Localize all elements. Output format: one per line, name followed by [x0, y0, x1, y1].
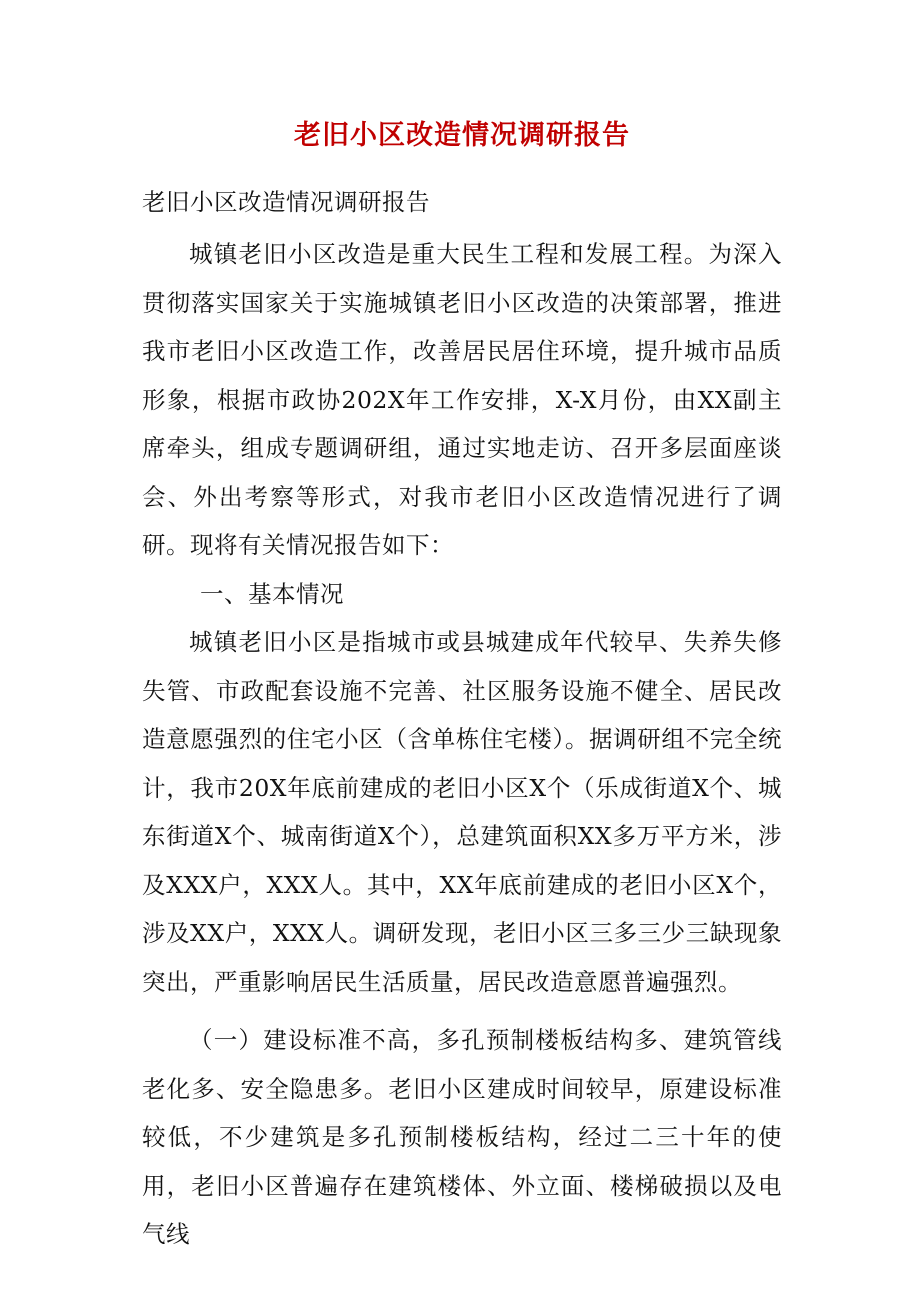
document-subtitle: 老旧小区改造情况调研报告: [142, 188, 430, 216]
subsection-paragraph: （一）建设标准不高，多孔预制楼板结构多、建筑管线老化多、安全隐患多。老旧小区建成时间较早，原建设标准较低，不少建筑是多孔预制楼板结构，经过二三十年的使用，老旧小区普遍存在建筑楼体、外立面、楼梯破损以及电气线: [142, 1026, 782, 1248]
paragraph-gap: [142, 1006, 782, 1016]
document-body: [142, 110, 782, 1259]
basic-situation-paragraph: 城镇老旧小区是指城市或县城建成年代较早、失养失修失管、市政配套设施不完善、社区服务设施不健全、居民改造意愿强烈的住宅小区（含单栋住宅楼）。据调研组不完全统计，我市20X年底前建成的老旧小区X个（乐成街道X个、城东街道X个、城南街道X个），总建筑面积XX多万平方米，涉及XXX户，XXX人。其中，XX年底前建成的老旧小区X个，涉及XX户，XXX人。调研发现，老旧小区三多三少三缺现象突出，严重影响居民生活质量，居民改造意愿普遍强烈。: [142, 628, 782, 996]
document-title: 老旧小区改造情况调研报告: [294, 120, 630, 151]
section-heading-basic-situation: 一、基本情况: [200, 579, 344, 608]
intro-paragraph: 城镇老旧小区改造是重大民生工程和发展工程。为深入贯彻落实国家关于实施城镇老旧小区改造的决策部署，推进我市老旧小区改造工作，改善居民居住环境，提升城市品质形象，根据市政协202X年工作安排，X-X月份，由XX副主席牵头，组成专题调研组，通过实地走访、召开多层面座谈会、外出考察等形式，对我市老旧小区改造情况进行了调研。现将有关情况报告如下：: [142, 240, 782, 559]
